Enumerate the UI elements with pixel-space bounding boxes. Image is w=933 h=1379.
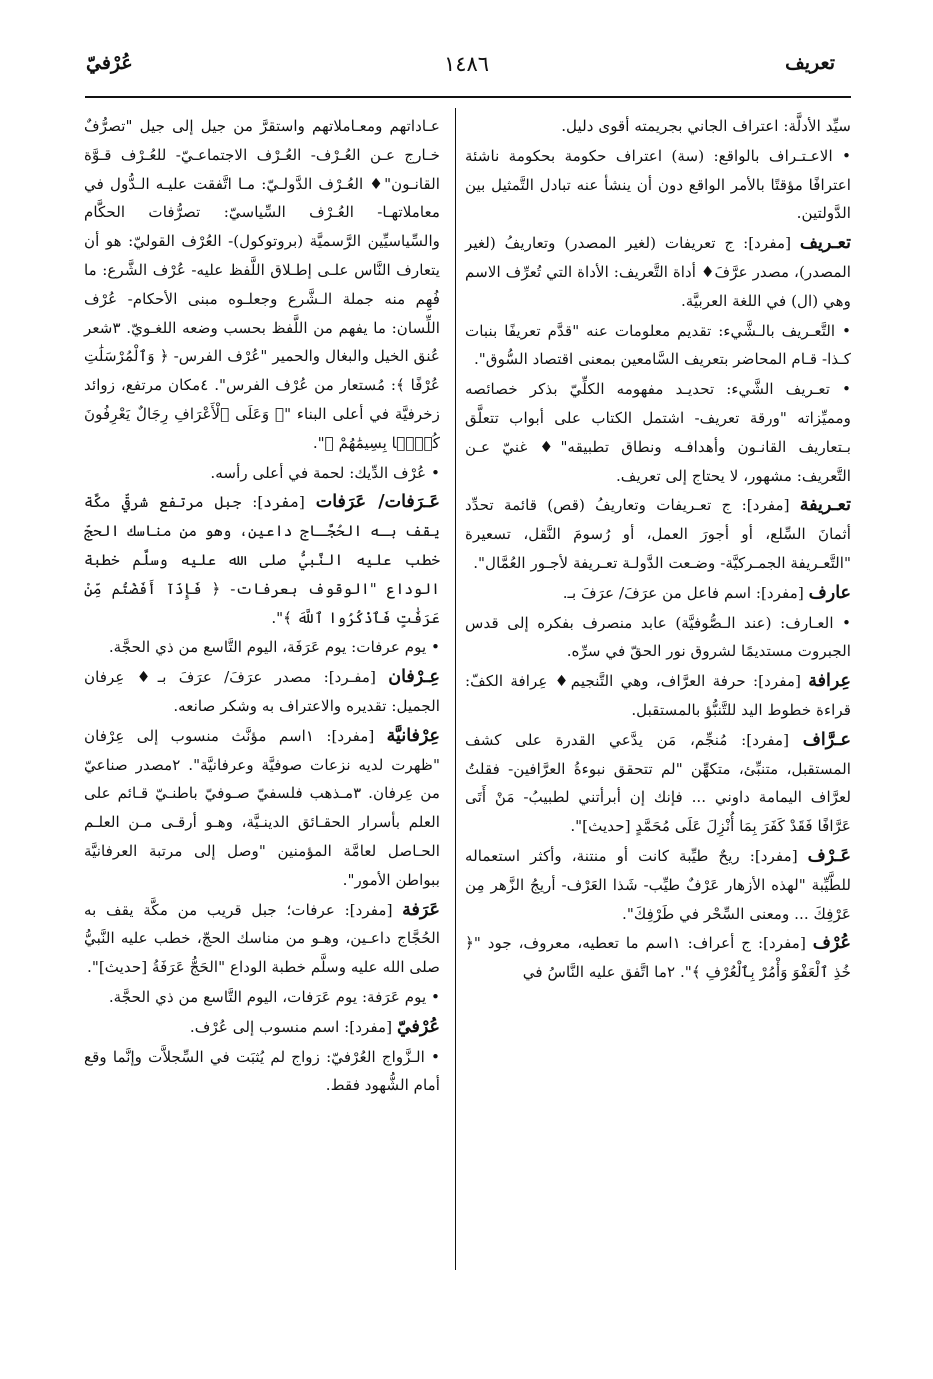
entry-definition: [مفرد]: ج تعـريفات وتعاريفُ (قص) قائمة تحدِّد أثمانَ السِّلع، أو أجورَ العمل، أو رُسومَ النَّقل، تسعيرة "التَّعـريفة الجمـركيَّة- وضـعت الدَّولـة تعـريفة لأجـور العُمَّال". xyxy=(465,496,851,572)
entry-definition: [مفرد]: اسم منسوب إلى عُرْف. xyxy=(189,1017,397,1036)
entry-headword: عِـرْفان xyxy=(388,667,440,688)
dictionary-entry xyxy=(84,983,440,1012)
entry-definition: [مفرد]: عرفات؛ جبل قريب من مكَّة يقف به الحُجَّاج داعـين، وهـو من مناسك الحجّ، خطب عليه النَّبيُّ صلى الله عليه وسلَّم خطبة الوداع "الحَجُّ عَرَفَةُ [حديث]". xyxy=(84,900,440,977)
entry-definition: [مفرد]: ج تعريفات (لغير المصدر) وتعاريفُ (لغير المصدر)، مصدر عرَّفَ♦ أداة التَّعريف: الأداة التي تُعرِّف الاسم وهي (ال) في اللغة العربيَّة. xyxy=(465,234,851,310)
dictionary-entry xyxy=(84,722,440,895)
entry-definition: • تعـريف الشَّيء: تحديـد مفهومه الكلِّيّ بذكر خصائصه ومميِّزاته "ورقة تعريف- اشتمل الكتاب على أبواب تتعلَّق بـتعاريف القانـون وأهدافـه ونطاق تطبيقه"♦ غنيّ عـن التَّعريف: مشهور، لا يحتاج إلى تعريف. xyxy=(465,380,851,485)
dictionary-entry xyxy=(465,229,851,315)
dictionary-entry xyxy=(465,667,851,725)
dictionary-entry xyxy=(465,317,851,375)
dictionary-entry xyxy=(465,491,851,577)
header-rule xyxy=(85,96,851,98)
entry-headword: عُرْفيّ xyxy=(396,1016,440,1037)
left-column xyxy=(84,112,440,1100)
entry-definition: عـاداتهم ومعـاملاتهم واستقرَّ من جيل إلى جيل "تصرُّفٌ خـارج عـن العُـرْف- العُـرْف الاجتماعـيّ- للعُـرْف قـوَّة القانـون"♦ العُـرْف الدَّولـيّ: مـا اتَّفقت عليـه الـدُّول في معاملاتهـا- العُـرْف السِّياسيّ: تصرُّفات الحكَّام والسِّياسيِّين الرَّسميَّة (بروتوكول)- العُرْف القوليّ: هو أن يتعارف النَّاس علـى إطـلاق اللَّفظ عليه- عُرْف الشَّرع: ما فُهِم منه جملة الـشَّرع وجعلـوه مبنى الأحكام- عُرْف اللِّسان: ما يفهم من اللَّفظ بحسب وضعه اللغـويّ. ٣شعر عُنق الخيل والبغال والحمير "عُرْف الفرس- ﴿ وَٱلْمُرْسَلَٰتِ عُرْفًا ﴾: مُستعار من عُرْف الفرس". ٤مكان مرتفع، زوائد زخرفيَّة في أعلى البناء "﴿ وَعَلَى ٱلْأَعْرَافِ رِجَالٌ يَعْرِفُونَ كُلًّۢا بِسِيمَٰهُمْ ﴾". xyxy=(84,117,440,452)
entry-definition: [مفرد]: ١اسم مؤنَّث منسوب إلى عِرْفان "ظهرت لديه نزعات صوفيَّة وعرفانيَّة". ٢مصدر صناعيّ من عِرفان. ٣مـذهب فلسفيّ صـوفيّ باطنـيّ قـائم على العلم بأسرار الحقـائق الدينـيَّة، وهـو أرقـى مـن العلـم الحـاصل لعامَّة المؤمنين "وصل إلى مرتبة العرفانيَّة ببواطن الأمور". xyxy=(84,726,440,889)
dictionary-entry xyxy=(465,112,851,141)
entry-definition: • يوم عرفات: يوم عَرَفَة، اليوم التَّاسع من ذي الحجَّة. xyxy=(108,638,440,657)
dictionary-entry xyxy=(465,842,851,928)
dictionary-entry xyxy=(84,112,440,458)
entry-headword: عُرْف xyxy=(812,933,851,954)
entry-headword: تعـريف xyxy=(799,233,851,254)
dictionary-entry xyxy=(465,579,851,608)
entry-definition: [مفرد]: ريحٌ طيِّبة كانت أو منتنة، وأكثر استعماله للطَّيِّبة "لهذه الأزهار عَرْفٌ طيِّب- شَذا العَرْف- أريجُ الزَّهر مِن عَرْفِكَ ... ومعنى السِّحْر في طَرْفِكَ". xyxy=(465,846,851,923)
entry-definition: [مفـرد]: مصدر عرَفَ/ عرَفَ بـ♦ عِرفان الجميل: تقديره والاعتراف به وشكر صانعه. xyxy=(84,668,440,715)
entry-definition: [مفرد]: حرفة العرَّاف، وهي التَّنجيم♦ عِرافة الكفّ: قراءة خطوط اليد للتَّنبُّؤ بالمستقبل. xyxy=(465,672,851,719)
entry-headword: تعـريفة xyxy=(799,495,851,516)
dictionary-entry xyxy=(465,609,851,667)
right-column xyxy=(465,112,851,987)
entry-headword: عِرافة xyxy=(808,671,851,692)
dictionary-entry xyxy=(84,1043,440,1101)
column-divider xyxy=(455,108,456,1270)
entry-definition: • الاعـتـراف بالواقع: (سة) اعتراف حكومة بحكومة ناشئة اعترافًا مؤقتًا بالأمر الواقع دون أن ينشأ عنه تبادل التَّمثيل بين الدَّولتين. xyxy=(465,146,851,223)
page-number: ١٤٨٦ xyxy=(443,52,490,76)
entry-definition: • يوم عَرَفة: يوم عَرَفات، اليوم التَّاسع من ذي الحجَّة. xyxy=(108,987,440,1006)
entry-headword: عِرْفانيَّة xyxy=(386,725,440,746)
dictionary-entry xyxy=(465,929,851,987)
dictionary-entry xyxy=(84,488,440,632)
entry-definition: • الـزَّواج العُرْفيّ: زواج لم يُثبَت في السِّجلاَّت وإنَّما وقع أمام الشُّهود فقط. xyxy=(84,1047,440,1095)
entry-headword: عَرَفة xyxy=(402,899,440,920)
entry-headword: عـرَّاف xyxy=(802,729,851,750)
entry-definition: [مفرد]: ج أعراف: ١اسم ما تعطيه، معروف، جود "﴿ خُذِ ٱلْعَفْوَ وَأْمُرْ بِٱلْعُرْفِ ﴾". ٢ما اتَّفق عليه النَّاسُ في xyxy=(465,934,851,982)
dictionary-entry xyxy=(84,896,440,982)
entry-definition: • التَّعـريف بالـشَّيء: تقديم معلومات عنه "قدَّم تعريفًا بنبات كـذا- قـام المحاضر بتعريف السَّامعين بمعنى اقتصاد السُّوق". xyxy=(465,321,851,369)
entry-definition: سيِّد الأدلَّة: اعتراف الجاني بجريمته أقوى دليل. xyxy=(561,117,851,135)
dictionary-entry xyxy=(84,1013,440,1042)
dictionary-entry xyxy=(84,633,440,662)
entry-definition: [مفرد]: جبل مرتفع شرقيّ مكَّة يقف بـه الحُجَّـاج داعين، وهو من مناسك الحجّ خطب عليه النَّبيُّ صلى الله عليه وسلَّم خطبة الوداع "الوقوف بعرفات- ﴿ فَإِذَآ أَفَضْتُم مِّنْ عَرَفَٰتٍ فَٱذْكُرُوا ٱللَّهَ ﴾". xyxy=(84,493,440,627)
header-first-entry: تعريف xyxy=(785,52,835,74)
dictionary-entry xyxy=(465,142,851,228)
dictionary-entry xyxy=(84,459,440,488)
entry-headword: عارف xyxy=(808,582,851,603)
entry-definition: • العـارف: (عند الـصُّوفيَّة) عابد منصرف بفكره إلى قدس الجبروت مستديمًا لشروق نور الحقّ في سرِّه. xyxy=(465,613,851,661)
entry-definition: • عُرْف الدِّيك: لحمة في أعلى رأسه. xyxy=(210,463,440,482)
entry-headword: عَـرْف xyxy=(807,845,851,866)
entry-definition: [مفرد]: اسم فاعل من عرَفَ/ عرَفَ بـ. xyxy=(562,583,809,602)
dictionary-entry xyxy=(465,375,851,490)
dictionary-entry xyxy=(84,663,440,721)
entry-definition: [مفرد]: مُنجِّم، مَن يدَّعي القدرة على كشف المستقبل، متنبِّئ، متكهِّن "لم تتحقق نبوءةُ العرَّافين- فقلتُ لعرَّاف اليمامة داوني ... فإنك إن أبرأتني لطبيبُ- مَنْ أَتَى عَرَّافًا فَقَدْ كَفَرَ بِمَا أُنْزِلَ عَلَى مُحَمَّدٍ [حديث]". xyxy=(465,730,851,836)
header-last-entry: عُرْفيّ xyxy=(86,52,133,74)
dictionary-entry xyxy=(465,726,851,841)
entry-headword: عَـرَفات/ عَرَفات xyxy=(315,492,440,513)
